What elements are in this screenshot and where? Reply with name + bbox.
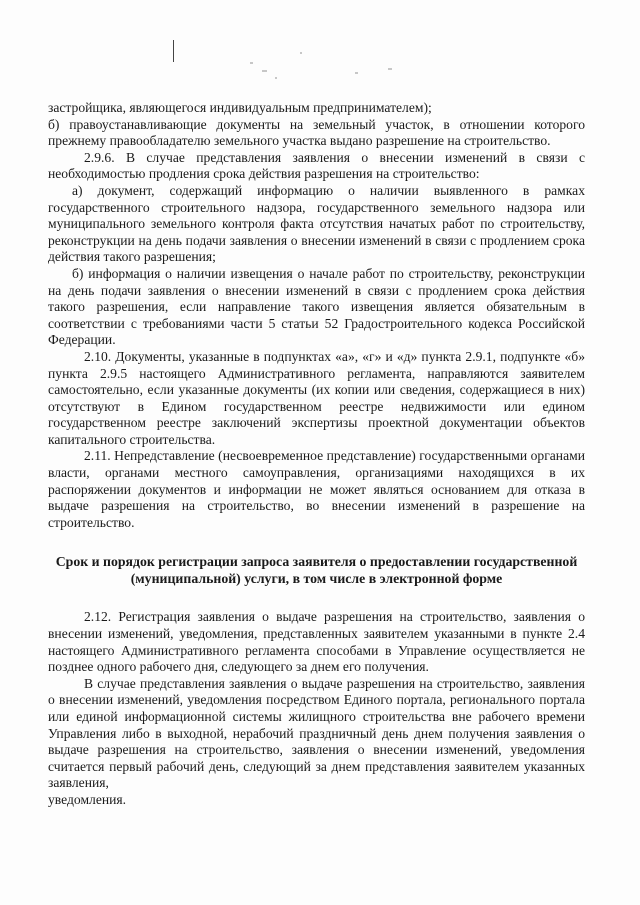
scan-speck [388,68,392,70]
paragraph-item-a-document: а) документ, содержащий информацию о наличии выявленного в рамках государственного строительного надзора, государственного земельного надзора или муниципального земельного контроля факта отсутствия начатых работ по строительству, реконструкции на день подачи заявления о внесении изменений в связи с продлением срока действия такого разрешения; [48,182,585,265]
paragraph-item-b-land-documents: б) правоустанавливающие документы на земельный участок, в отношении которого прежнему правообладателю земельного участка выдано разрешение на строительство. [48,116,585,149]
scan-speck [275,77,277,79]
scan-speck [355,72,358,74]
paragraph-2-12: 2.12. Регистрация заявления о выдаче разрешения на строительство, заявления о внесении изменений, уведомления, представленных заявителем указанными в пункте 2.4 настоящего Административного регламента способами в Управление осуществляется не позднее одного рабочего дня, следующего за днем его получения. [48,609,585,675]
scan-speck [300,52,302,54]
scan-speck [262,70,267,72]
paragraph-continuation: застройщика, являющегося индивидуальным предпринимателем); [48,100,432,115]
paragraph-item-b-notice: б) информация о наличии извещения о начале работ по строительству, реконструкции на день подачи заявления о внесении изменений в связи с продлением срока действия такого разрешения, если направление такого извещения является обязательным в соответствии с требованиями части 5 статьи 52 Градостроительного кодекса Российской Федерации. [48,265,585,348]
paragraph-2-9-6: 2.9.6. В случае представления заявления о внесении изменений в связи с необходимостью продления срока действия разрешения на строительство: [48,149,585,182]
scan-binding-mark [173,40,174,62]
paragraph-tail: уведомления. [48,791,127,807]
document-body [48,100,585,809]
section-heading: Срок и порядок регистрации запроса заявителя о предоставлении государственной (муниципальной) услуги, в том числе в электронной форме [55,554,578,587]
scan-speck [250,62,253,64]
paragraph-2-10: 2.10. Документы, указанные в подпунктах «а», «г» и «д» пункта 2.9.1, подпункте «б» пункта 2.9.5 настоящего Административного регламента, направляются заявителем самостоятельно, если указанные документы (их копии или сведения, содержащиеся в них) отсутствуют в Едином государственном реестре недвижимости или едином государственном реестре заключений экспертизы проектной документации объектов капитального строительства. [48,348,585,447]
paragraph-2-11: 2.11. Непредставление (несвоевременное представление) государственными органами власти, органами местного самоуправления, организациями находящихся в их распоряжении документов и информации не может являться основанием для отказа в выдаче разрешения на строительство, во внесении изменений в разрешение на строительство. [48,448,585,530]
paragraph-submission-outside-hours: В случае представления заявления о выдаче разрешения на строительство, заявления о внесении изменений, уведомления посредством Единого портала, регионального портала или единой информационной системы жилищного строительства вне рабочего времени Управления либо в выходной, нерабочий праздничный день днем получения заявления о выдаче разрешения на строительство, заявления о внесении изменений, уведомления считается первый рабочий день, следующий за днем представления заявителем указанных заявления, [48,675,585,791]
